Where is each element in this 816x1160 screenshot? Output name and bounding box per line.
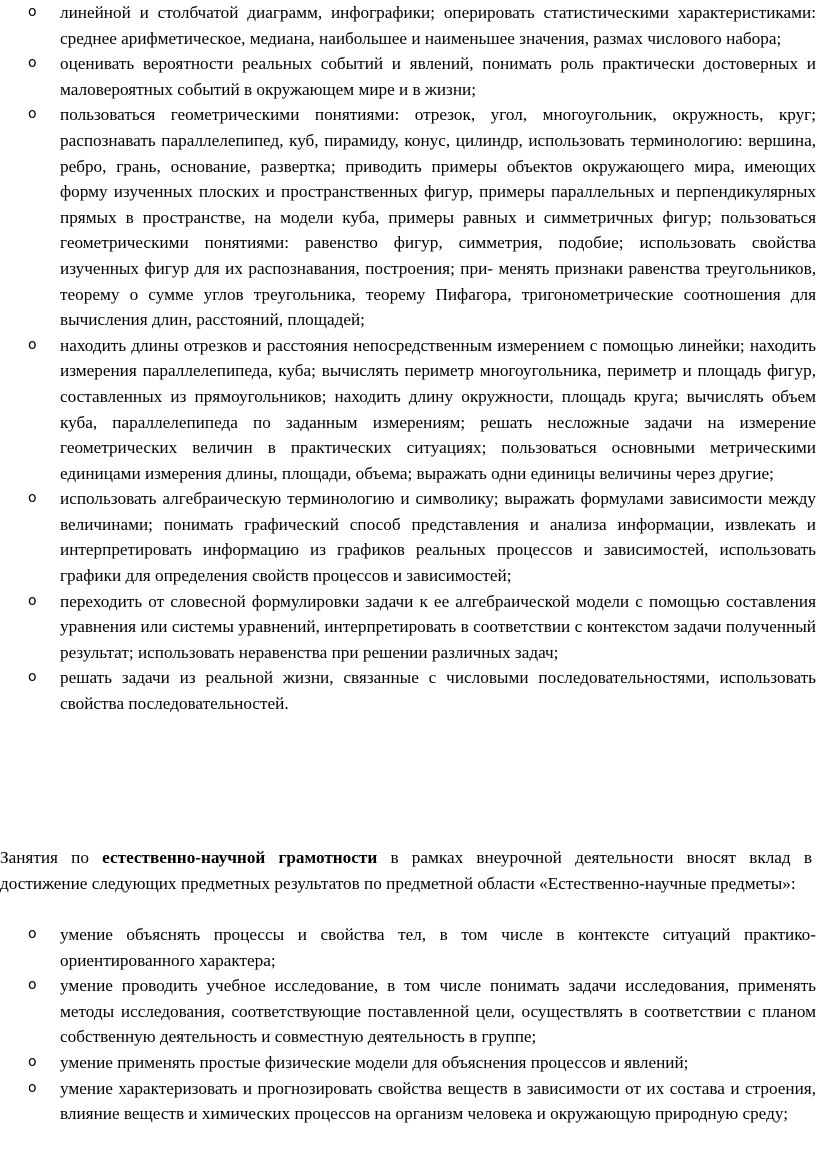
bullet-icon: o — [28, 55, 37, 72]
list-item-text: решать задачи из реальной жизни, связанные с числовыми последовательностями, использовать свойства последовательностей. — [60, 668, 816, 714]
bullet-icon: o — [28, 669, 37, 686]
bullet-icon: o — [28, 1079, 37, 1096]
list-item — [0, 922, 816, 973]
list-item-text: находить длины отрезков и расстояния непосредственным измерением с помощью линейки; находить измерения параллелепипеда, куба; вычислять периметр многоугольника, периметр и площадь фигур, составленных из прямоугольников; находить длину окружности, площадь круга; вычислять объем куба, параллелепипеда по заданным измерениям; решать несложные задачи на измерение геометрических величин в практических ситуациях; пользоваться основными метрическими единицами измерения длины, площади, объема; выражать одни единицы величины через другие; — [60, 335, 816, 483]
list-item-text: умение применять простые физические модели для объяснения процессов и явлений; — [60, 1052, 689, 1072]
paragraph-text-after: в рамках внеурочной деятельности вносят вклад в достижение следующих предметных результатов по предметной области «Естественно-научные предметы»: — [0, 848, 812, 893]
list-item-text: пользоваться геометрическими понятиями: отрезок, угол, многоугольник, окружность, круг; распознавать параллелепипед, куб, пирамиду, конус, цилиндр, использовать терминологию: вершина, ребро, грань, основание, развертка; приводить примеры объектов окружающего мира, имеющих форму изученных плоских и пространственных фигур, примеры параллельных и перпендикулярных прямых в пространстве, на модели куба, примеры равных и симметричных фигур; пользоваться геометрическими понятиями: равенство фигур, симметрия, подобие; использовать свойства изученных фигур для их распознавания, построения; при- менять признаки равенства треугольников, теорему о сумме углов треугольника, теорему Пифагора, тригонометрические соотношения для вычисления длин, расстояний, площадей; — [60, 105, 816, 330]
list-item-text: переходить от словесной формулировки задачи к ее алгебраической модели с помощью составления уравнения или системы уравнений, интерпретировать в соответствии с контекстом задачи полученный результат; использовать неравенства при решении различных задач; — [60, 591, 816, 662]
bullet-icon: o — [28, 1053, 37, 1070]
list-item-text: использовать алгебраическую терминологию и символику; выражать формулами зависимости между величинами; понимать графический способ представления и анализа информации, извлекать и интерпретировать информацию из графиков реальных процессов и зависимостей, использовать графики для определения свойств процессов и зависимостей; — [60, 489, 816, 586]
list-item — [0, 1050, 816, 1076]
list-item — [0, 51, 816, 102]
list-item — [0, 102, 816, 332]
list-item — [0, 0, 816, 51]
bullet-icon: o — [28, 592, 37, 609]
list-item-text: оценивать вероятности реальных событий и явлений, понимать роль практически достоверных и маловероятных событий в окружающем мире и в жизни; — [60, 54, 816, 99]
list-item-text: умение проводить учебное исследование, в том числе понимать задачи исследования, применять методы исследования, соответствующие поставленной цели, осуществлять в соответствии с планом собственную деятельность и совместную деятельность в группе; — [60, 976, 816, 1047]
paragraph-text-before: Занятия по — [0, 848, 103, 867]
science-results-list — [0, 922, 816, 1127]
science-literacy-paragraph — [0, 845, 812, 896]
bullet-icon: o — [28, 926, 37, 942]
bullet-icon: o — [28, 977, 37, 994]
bullet-icon: o — [28, 336, 37, 353]
bullet-icon: o — [28, 106, 37, 123]
list-item-text: линейной и столбчатой диаграмм, инфографики; оперировать статистическими характеристиками: среднее арифметическое, медиана, наибольшее и наименьшее значения, размах числового набора; — [60, 3, 816, 48]
list-item — [0, 589, 816, 666]
list-item-text: умение характеризовать и прогнозировать свойства веществ в зависимости от их состава и строения, влияние веществ и химических процессов на организм человека и окружающую природную среду; — [60, 1078, 816, 1124]
list-item — [0, 1076, 816, 1127]
paragraph-bold-term: естественно-научной грамотности — [102, 848, 378, 867]
list-item — [0, 665, 816, 716]
list-item — [0, 973, 816, 1050]
bullet-icon: o — [28, 4, 37, 20]
list-item — [0, 486, 816, 588]
list-item — [0, 333, 816, 487]
list-item-text: умение объяснять процессы и свойства тел, в том числе в контексте ситуаций практико-ориентированного характера; — [60, 925, 816, 970]
bullet-icon: o — [28, 490, 37, 507]
